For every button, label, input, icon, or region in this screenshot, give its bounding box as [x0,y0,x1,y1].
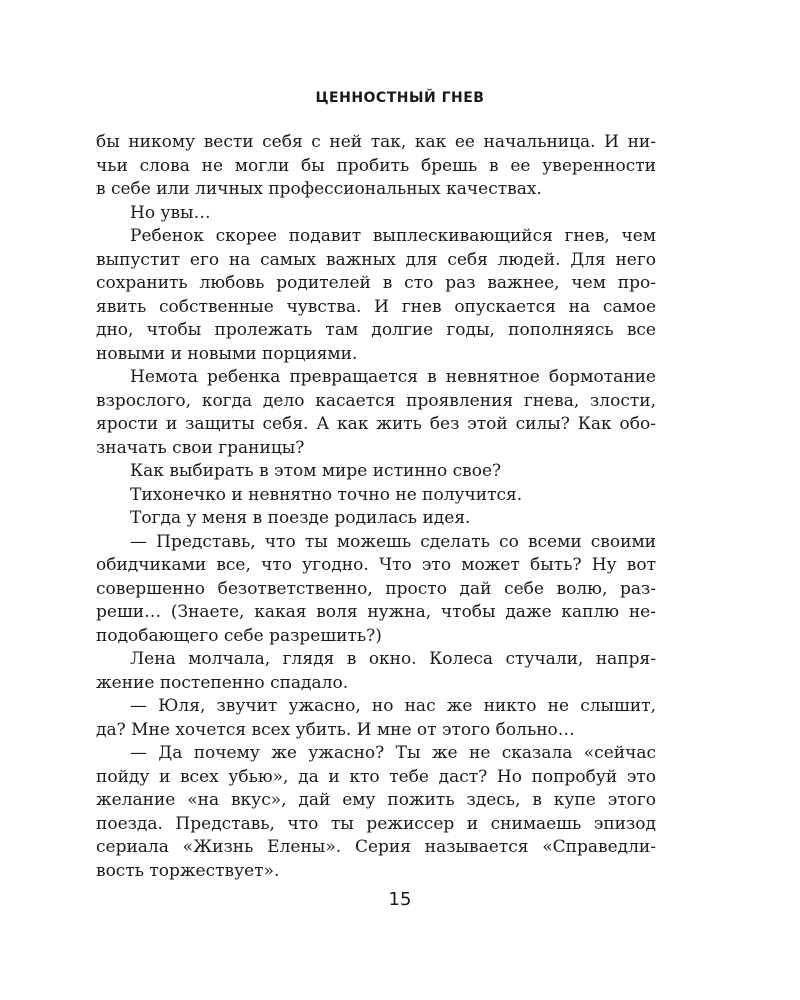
text-line: Тогда у меня в поезде родилась идея. [130,508,471,528]
text-line: — Юля, звучит ужасно, но нас же никто не слышит, [130,696,656,716]
text-line: выпустит его на самых важных для себя людей. Для него [96,249,656,270]
text-line: Но увы… [130,202,211,223]
text-line: совершенно безответственно, просто дай себе волю, раз- [96,578,656,599]
text-line: бы никому вести себя с ней так, как ее начальница. И ни- [96,132,656,152]
text-line: жение постепенно спадало. [96,672,349,693]
text-line: взрослого, когда дело касается проявления гнева, злости, [96,390,656,411]
text-line: да? Мне хочется всех убить. И мне от этого больно… [96,719,575,740]
text-line: подобающего себе разрешить?) [96,625,382,646]
page-number: 15 [388,889,412,910]
text-line: вость торжествует». [96,860,280,881]
text-line: поезда. Представь, что ты режиссер и снимаешь эпизод [96,813,656,834]
text-line: — Представь, что ты можешь сделать со всеми своими [130,531,656,552]
text-line: явить собственные чувства. И гнев опускается на самое [96,296,656,317]
text-line: Немота ребенка превращается в невнятное бормотание [130,367,656,387]
text-line: сериала «Жизнь Елены». Серия называется «Справедли- [96,837,656,857]
text-line: чьи слова не могли бы пробить брешь в ее уверенности [96,155,656,176]
text-line: пойду и всех убью», да и кто тебе даст? Но попробуй это [96,766,656,787]
text-line: обидчиками все, что угодно. Что это может быть? Ну вот [96,555,656,575]
body-text [96,131,656,883]
text-line: ярости и защиты себя. А как жить без этой силы? Как обо- [96,414,656,434]
text-line: Тихонечко и невнятно точно не получится. [130,484,523,505]
text-line: сохранить любовь родителей в сто раз важнее, чем про- [96,273,656,293]
text-line: дно, чтобы пролежать там долгие годы, пополняясь все [96,320,656,340]
text-line: Ребенок скорее подавит выплескивающийся гнев, чем [130,226,656,246]
text-line: желание «на вкус», дай ему пожить здесь, в купе этого [96,790,656,810]
text-line: Лена молчала, глядя в окно. Колеса стучали, напря- [130,649,656,669]
running-head: ЦЕННОСТНЫЙ ГНЕВ [315,90,485,106]
text-line: реши… (Знаете, какая воля нужна, чтобы даже каплю не- [96,602,656,622]
text-line: новыми и новыми порциями. [96,343,358,364]
text-line: в себе или личных профессиональных качествах. [96,179,542,199]
text-line: — Да почему же ужасно? Ты же не сказала «сейчас [130,743,656,763]
text-line: Как выбирать в этом мире истинно свое? [130,461,502,481]
text-line: значать свои границы? [96,437,305,458]
